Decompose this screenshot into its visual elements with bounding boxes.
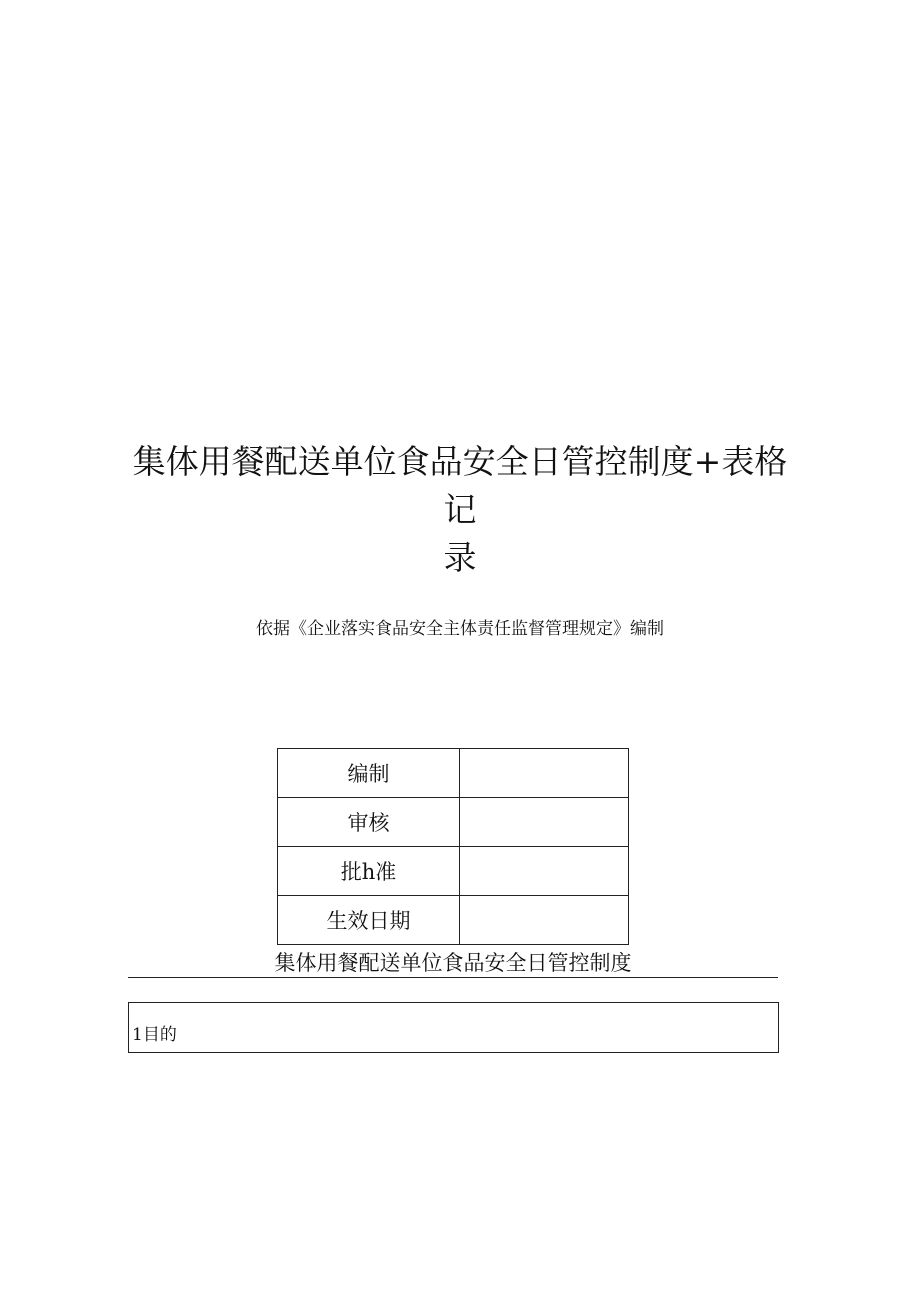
row-label-review: 审核 <box>278 798 460 847</box>
row-label-approve: 批h准 <box>278 847 460 896</box>
section-item-purpose: 1目的 <box>132 1025 177 1045</box>
row-label-effective-date: 生效日期 <box>278 896 460 945</box>
table-row <box>278 798 629 847</box>
row-value-compile <box>460 749 629 798</box>
table-row <box>278 847 629 896</box>
row-value-effective-date <box>460 896 629 945</box>
table-row <box>278 896 629 945</box>
document-title-line-1: 集体用餐配送单位食品安全日管控制度+表格记 <box>132 442 788 529</box>
document-basis: 依据《企业落实食品安全主体责任监督管理规定》编制 <box>256 619 664 639</box>
approval-table <box>277 748 629 945</box>
table-row <box>278 749 629 798</box>
row-label-compile: 编制 <box>278 749 460 798</box>
row-value-approve <box>460 847 629 896</box>
document-title-line-2: 录 <box>443 538 477 577</box>
document-title <box>120 438 800 582</box>
row-value-review <box>460 798 629 847</box>
section-title: 集体用餐配送单位食品安全日管控制度 <box>128 948 778 978</box>
section-item-box <box>128 1002 779 1053</box>
